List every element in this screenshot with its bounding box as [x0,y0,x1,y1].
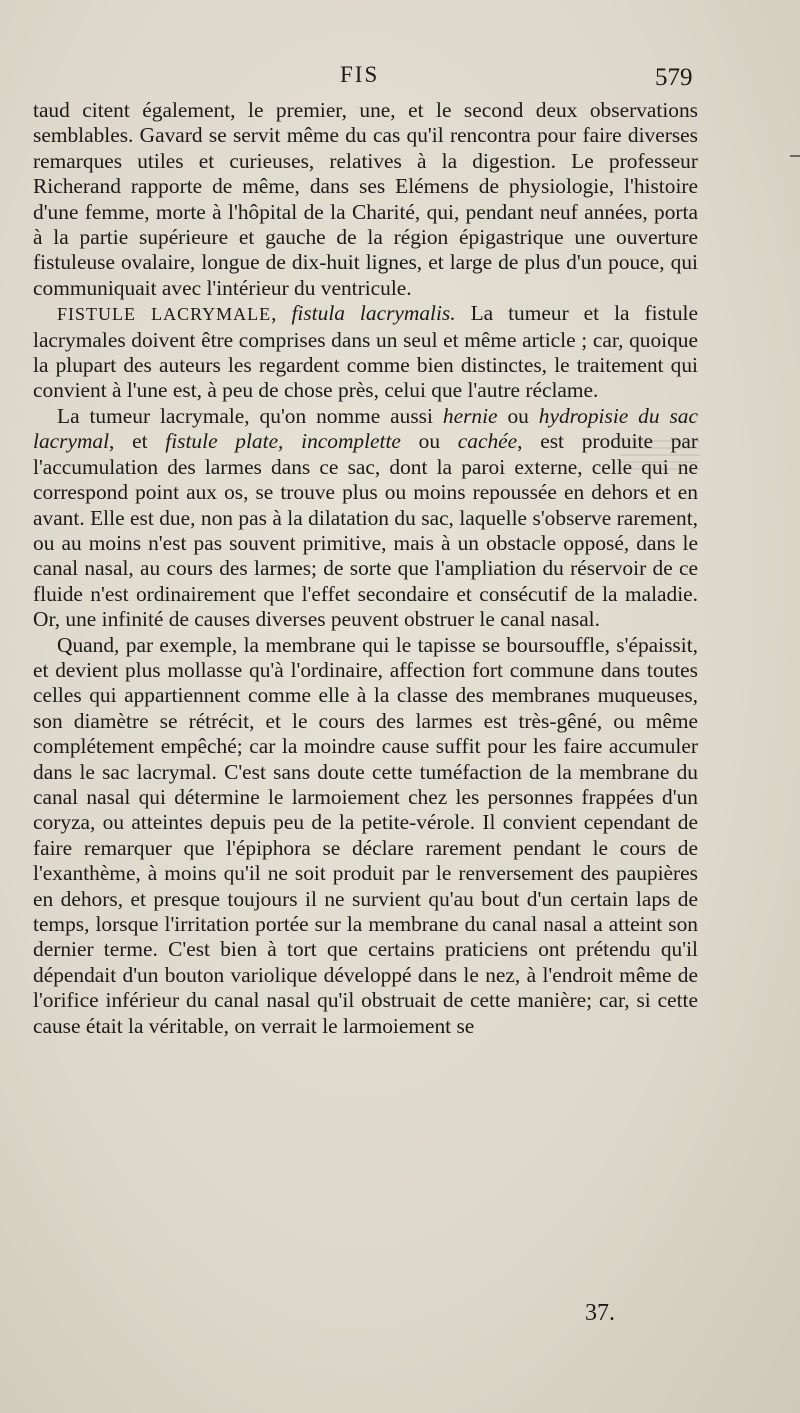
italic-term: hydropisie du sac lacrymal [33,403,698,454]
margin-mark [790,155,800,157]
entry-latin: fistula lacrymalis. [291,301,456,326]
italic-term: fistule plate, incomplette [165,429,401,454]
page-header [0,62,800,96]
body-text [33,98,698,1039]
italic-term: hernie [442,403,498,428]
text-run: La tumeur lacrymale, qu'on nomme aussi [57,403,443,428]
running-head: FIS [340,62,380,87]
italic-term: cachée [457,429,518,454]
paragraph-quand: Quand, par exemple, la membrane qui le tapisse se boursouffle, s'épaissit, et devient plus mollasse qu'à l'ordinaire, affection fort commune dans toutes celles qui appartiennent comme elle à la classe des membranes muqueuses, son diamètre se rétrécit, et le cours des larmes est très-gêné, ou même complétement empêché; car la moindre cause suffit pour les faire accumuler dans le sac lacrymal. C'est sans doute cette tuméfaction de la membrane du canal nasal qui détermine le larmoiement chez les personnes frappées d'un coryza, ou atteintes depuis peu de la petite-vérole. Il convient cependant de faire remarquer que l'épiphora se déclare rarement pendant le cours de l'exanthème, à moins qu'il ne soit produit par le renversement des paupières en dehors, et presque toujours il ne survient qu'au bout d'un certain laps de temps, lorsque l'irritation portée sur la membrane du canal nasal a atteint son dernier terme. C'est bien à tort que certains praticiens ont prétendu qu'il dépendait d'un bouton variolique développé dans le nez, à l'endroit même de l'orifice inférieur du canal nasal qu'il obstruait de cette manière; car, si cette cause était la véritable, on verrait le larmoiement se [33,632,698,1038]
signature-mark: 37. [585,1300,615,1326]
paragraph-entry-fistule-lacrymale [33,301,698,404]
entry-text: La tumeur et la fistule lacrymales doivent être comprises dans un seul et même article ; car, quoique la plupart des auteurs les regardent comme bien distinctes, le traitement qui convient à l'une est, à peu de chose près, celui que l'autre réclame. [33,301,698,403]
text-run: , et [109,429,166,454]
text-run: ou [497,403,539,428]
paragraph-tumeur-lacrymale [33,404,698,633]
text-run: ou [400,429,458,454]
paragraph-continuation: taud citent également, le premier, une, et le second deux observations semblables. Gavard se servit même du cas qu'il rencontra pour faire diverses remarques utiles et curieuses, relatives à la digestion. Le professeur Richerand rapporte de même, dans ses Elémens de physiologie, l'histoire d'une femme, morte à l'hôpital de la Charité, qui, pendant neuf années, porta à la partie supérieure et gauche de la région épigastrique une ouverture fistuleuse ovalaire, longue de dix-huit lignes, et large de plus d'un pouce, qui communiquait avec l'intérieur du ventricule. [33,98,698,300]
page-number: 579 [655,64,693,91]
entry-term: FISTULE LACRYMALE [57,304,272,325]
text-run: , est produite par l'accumulation des larmes dans ce sac, dont la paroi externe, celle qui ne correspond point aux os, se trouve plus ou moins repoussée en dehors et en avant. Elle est due, non pas à la dilatation du sac, laquelle s'observe rarement, ou au moins n'est pas souvent primitive, mais à un obstacle opposé, dans le canal nasal, au cours des larmes; de sorte que l'ampliation du réservoir de ce fluide n'est ordinairement que l'effet secondaire et consécutif de la maladie. Or, une infinité de causes diverses peuvent obstruer le canal nasal. [33,429,699,632]
entry-separator: , [271,301,292,326]
